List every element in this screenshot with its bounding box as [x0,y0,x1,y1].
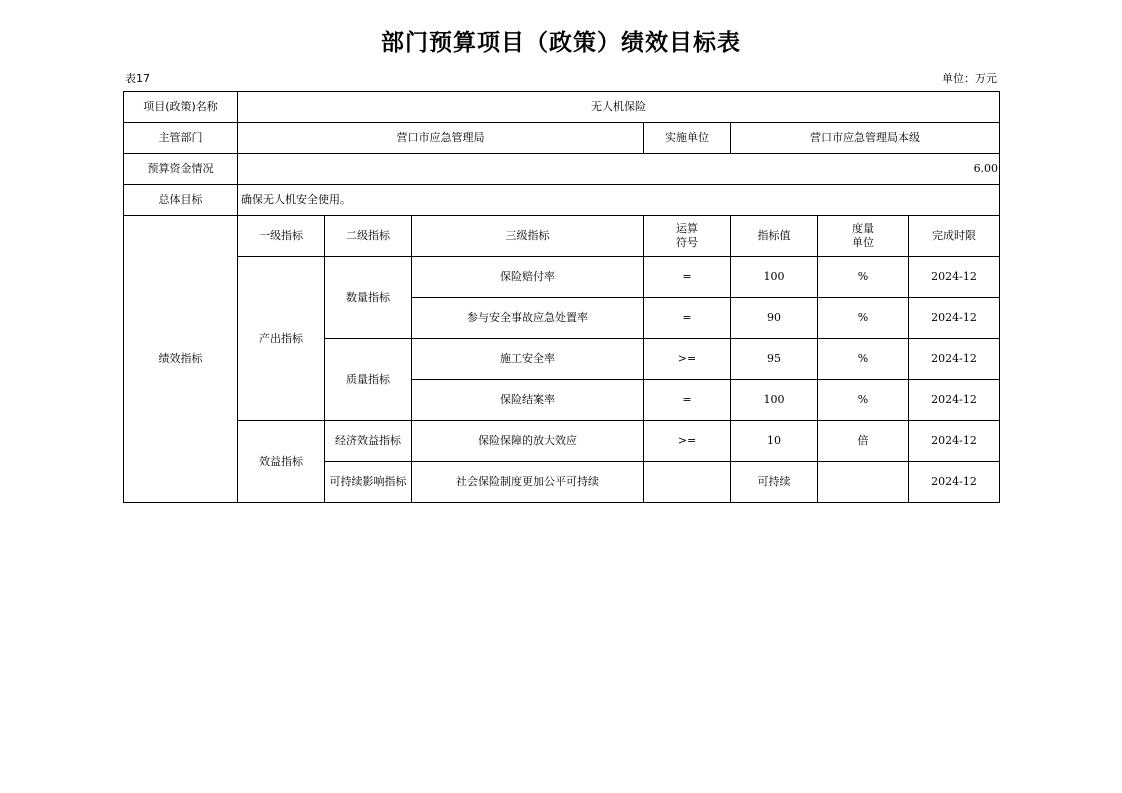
economic-benefit-label: 经济效益指标 [325,421,412,462]
indicator-unit [818,462,909,503]
implementer-label: 实施单位 [644,123,731,154]
department-value: 营口市应急管理局 [238,123,644,154]
indicator-operator: >= [644,421,731,462]
indicator-value: 90 [731,298,818,339]
budget-fund-value: 6.00 [238,154,1000,185]
indicator-operator: >= [644,339,731,380]
quantity-indicator-label: 数量指标 [325,257,412,339]
budget-fund-label: 预算资金情况 [124,154,238,185]
indicator-value: 可持续 [731,462,818,503]
project-name-row [124,92,1000,123]
indicator-value: 100 [731,380,818,421]
indicator-unit: % [818,257,909,298]
header-level1: 一级指标 [238,216,325,257]
indicator-deadline: 2024-12 [909,298,1000,339]
table-number: 表17 [125,72,150,85]
indicator-header-row [124,216,1000,257]
indicator-row [124,421,1000,462]
sustainability-label: 可持续影响指标 [325,462,412,503]
indicator-deadline: 2024-12 [909,380,1000,421]
page-title: 部门预算项目（政策）绩效目标表 [381,30,741,56]
indicator-name: 施工安全率 [412,339,644,380]
overall-goal-label: 总体目标 [124,185,238,216]
overall-goal-value: 确保无人机安全使用。 [238,185,1000,216]
header-level2: 二级指标 [325,216,412,257]
indicator-name: 保险保障的放大效应 [412,421,644,462]
department-row [124,123,1000,154]
indicator-operator: = [644,298,731,339]
indicator-operator: = [644,257,731,298]
indicator-name: 参与安全事故应急处置率 [412,298,644,339]
department-label: 主管部门 [124,123,238,154]
indicator-unit: % [818,298,909,339]
indicator-deadline: 2024-12 [909,257,1000,298]
indicator-name: 保险结案率 [412,380,644,421]
header-unit-line1: 度量 [852,222,874,235]
header-level3: 三级指标 [412,216,644,257]
indicator-value: 100 [731,257,818,298]
header-deadline: 完成时限 [909,216,1000,257]
implementer-value: 营口市应急管理局本级 [731,123,1000,154]
unit-label: 单位：万元 [942,72,997,85]
quality-indicator-label: 质量指标 [325,339,412,421]
benefit-indicator-label: 效益指标 [238,421,325,503]
header-operator-line2: 符号 [676,236,698,249]
indicator-deadline: 2024-12 [909,339,1000,380]
header-value: 指标值 [731,216,818,257]
project-name-value: 无人机保险 [238,92,1000,123]
output-indicator-label: 产出指标 [238,257,325,421]
indicator-value: 10 [731,421,818,462]
indicator-name: 社会保险制度更加公平可持续 [412,462,644,503]
performance-indicators-label: 绩效指标 [124,216,238,503]
indicator-unit: % [818,380,909,421]
indicator-unit: % [818,339,909,380]
indicator-value: 95 [731,339,818,380]
indicator-deadline: 2024-12 [909,421,1000,462]
indicator-name: 保险赔付率 [412,257,644,298]
header-operator-line1: 运算 [676,222,698,235]
header-operator [644,216,731,257]
indicator-operator [644,462,731,503]
indicator-unit: 倍 [818,421,909,462]
overall-goal-row [124,185,1000,216]
header-unit-line2: 单位 [852,236,874,249]
budget-fund-row [124,154,1000,185]
header-unit [818,216,909,257]
indicator-deadline: 2024-12 [909,462,1000,503]
indicator-operator: = [644,380,731,421]
project-name-label: 项目(政策)名称 [124,92,238,123]
indicator-row [124,257,1000,298]
performance-target-table [123,91,1000,503]
